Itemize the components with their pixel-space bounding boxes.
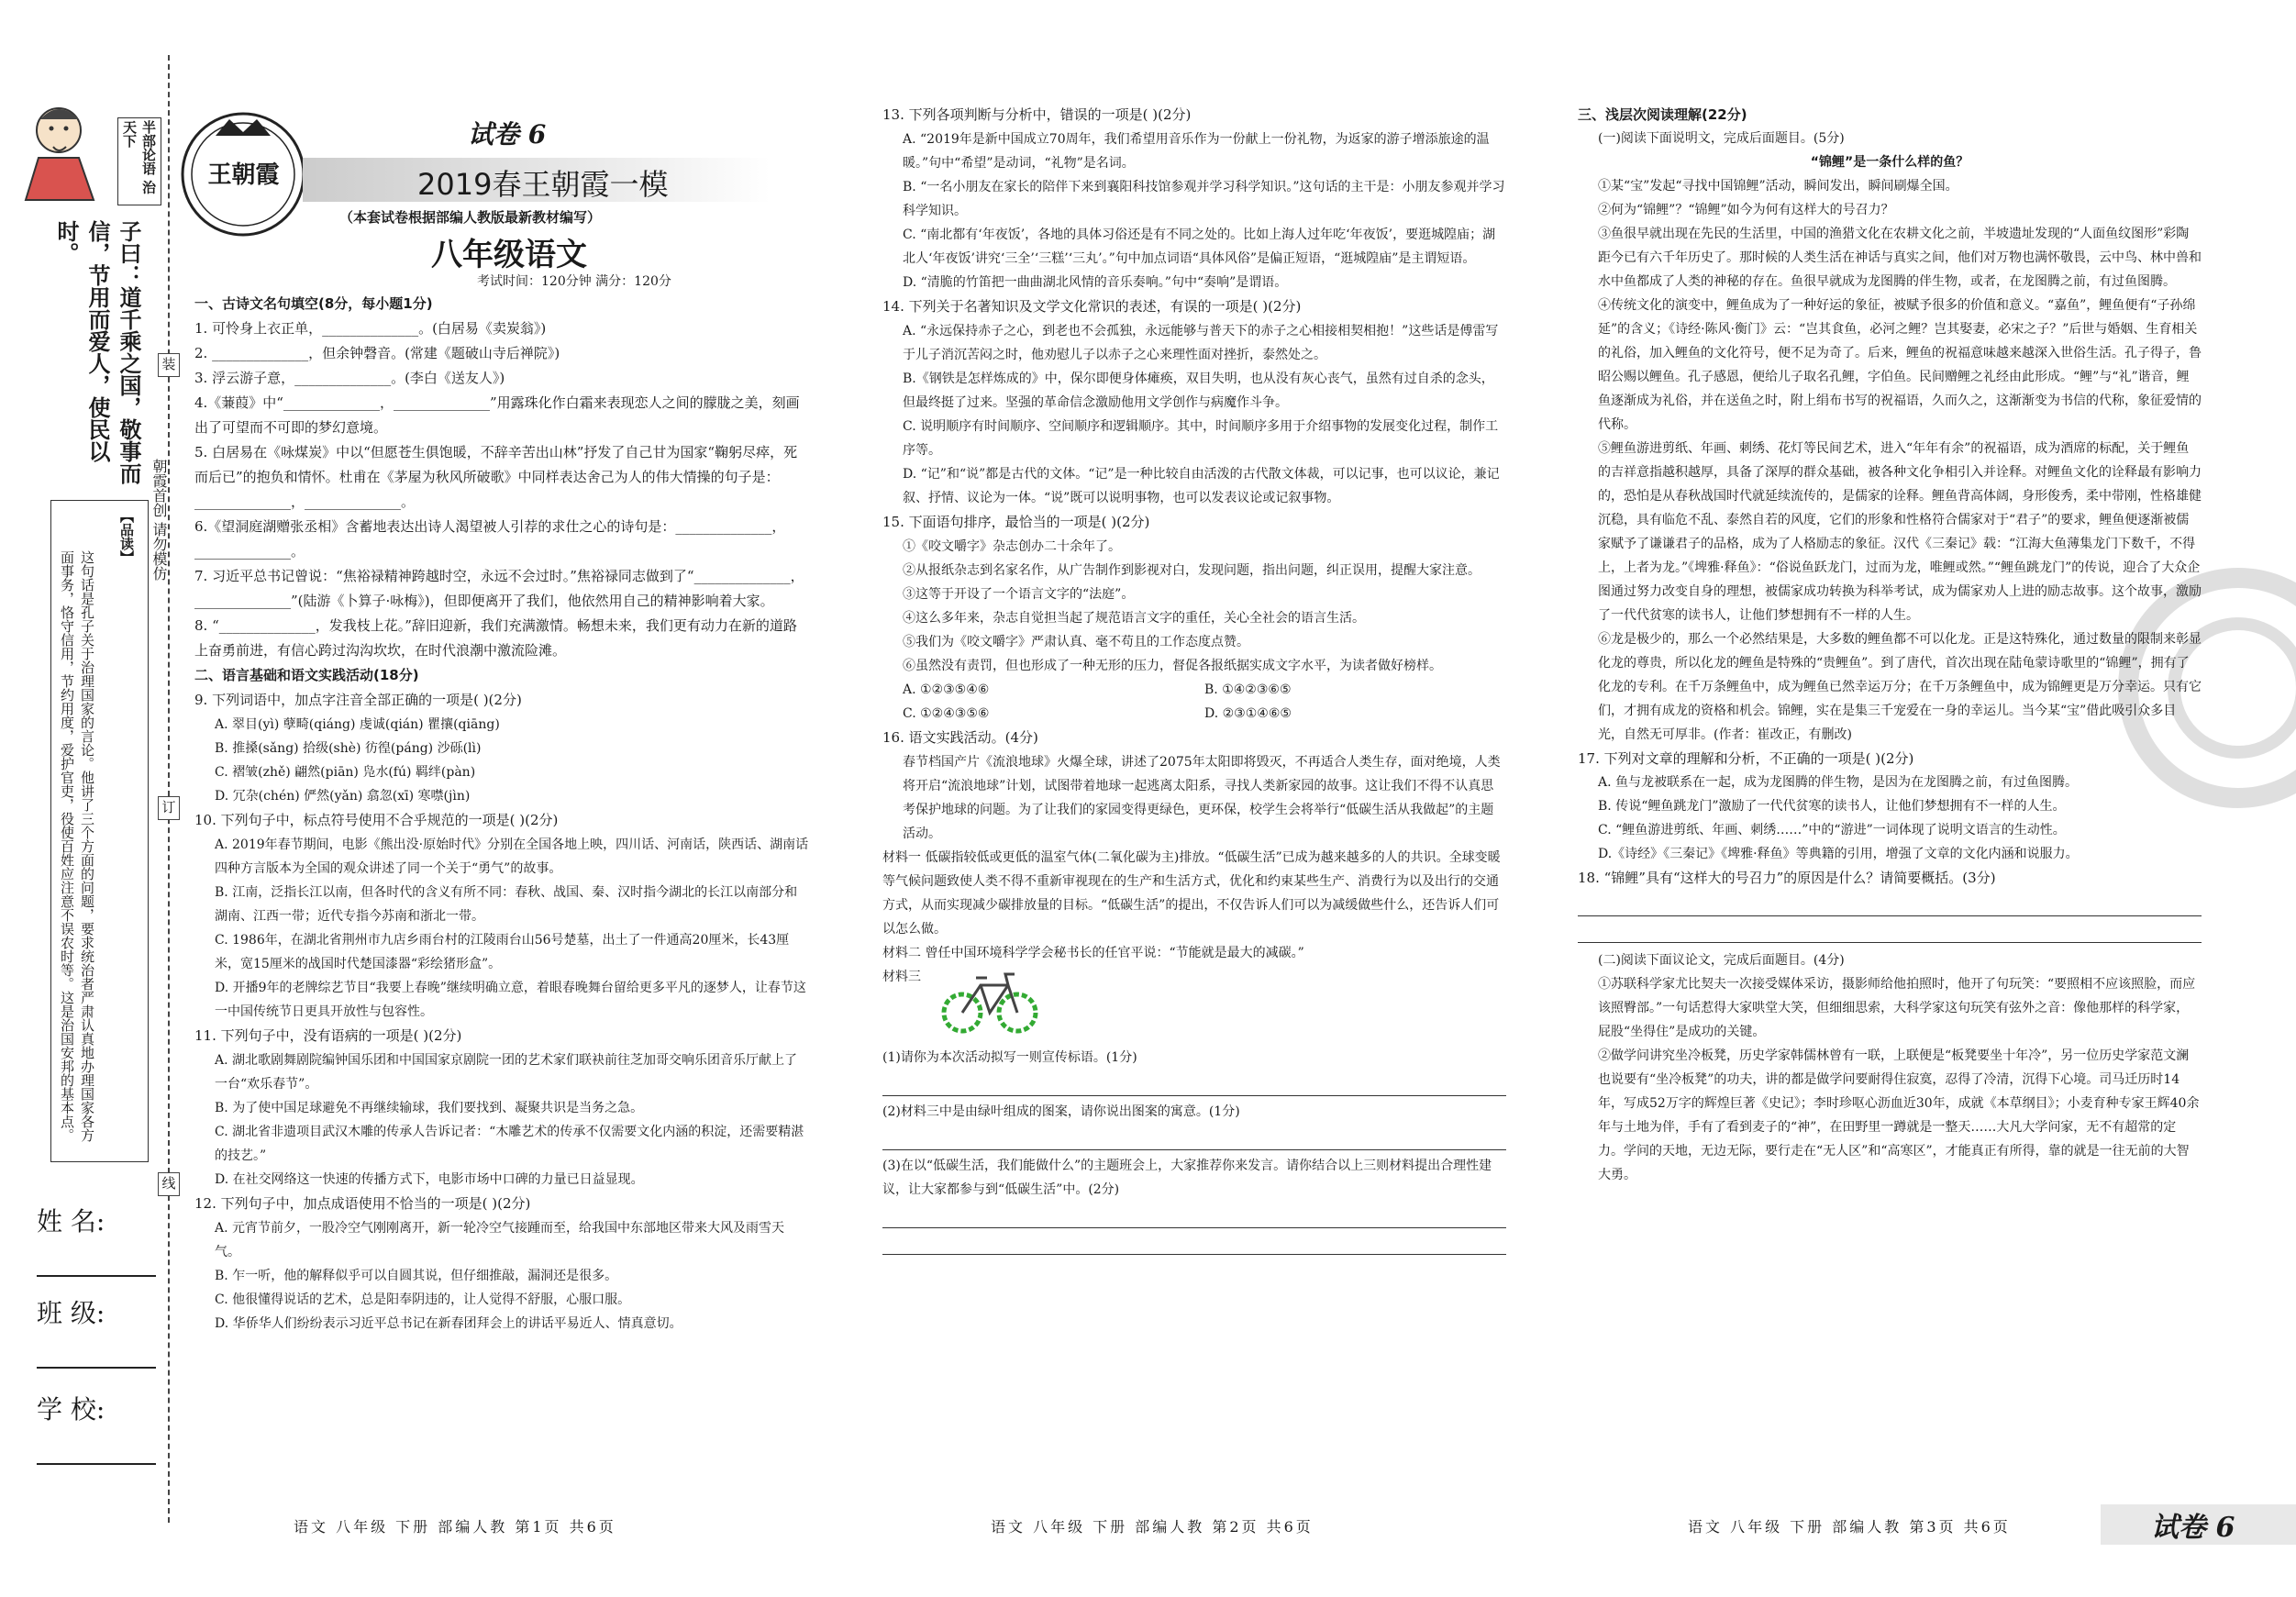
bicycle-leaf-icon (939, 965, 1040, 1038)
corner-tag: 试卷 6 (2151, 1512, 2235, 1544)
pinduo-text: 这句话是孔子关于治理国家的言论。他讲了三个方面的问题，要求统治者严肃认真地办理国家各方面事务，恪守信用，节约用度，爱护官吏，役使百姓应注意不误农时等。这是治国安邦的基本点。 (59, 550, 95, 1142)
answer-line-3[interactable] (882, 1202, 1506, 1228)
question-2: 2. ______________，但余钟磬音。(常建《题破山寺后禅院》) (194, 345, 560, 361)
question-12: 12. 下列句子中，加点成语使用不恰当的一项是( )(2分) (194, 1195, 531, 1212)
school-field[interactable] (37, 1463, 156, 1465)
paper-tag: 试卷 6 (468, 119, 547, 150)
q10-option-b: B. 江南，泛指长江以南，但各时代的含义有所不同：春秋、战国、秦、汉时指今湖北的长江以南部分和湖南、江西一带；近代专指今苏南和浙北一带。 (215, 885, 798, 924)
article-para-6: ⑥龙是极少的，那么一个必然结果是，大多数的鲤鱼都不可以化龙。正是这特殊化，通过数量的限制来彰显化龙的尊贵，所以化龙的鲤鱼是特殊的“贵鲤鱼”。到了唐代，首次出现在陆龟蒙诗歌里的“锦鲤”，拥有了化龙的专利。在千万条鲤鱼中，成为鲤鱼已然幸运万分；在千万条鲤鱼中，成为锦鲤更是万分幸运。只有它们，才拥有成龙的资格和机会。锦鲤，实在是集三千宠爱在一身的幸运儿。当今某“宝”借此吸引众多目光，自然无可厚非。(作者：崔改正，有删改) (1598, 632, 2202, 742)
class-field[interactable] (37, 1367, 156, 1369)
seal-mark-1: 装 (158, 353, 180, 377)
material-3: 材料三 (882, 970, 921, 984)
q11-option-d: D. 在社交网络这一快速的传播方式下，电影市场中口碑的力量已日益显现。 (215, 1172, 644, 1187)
footer-page-1: 语文 八年级 下册 部编人教 第1页 共6页 (294, 1518, 616, 1536)
q15-item-2: ②从报纸杂志到名家名作，从广告制作到影视对白，发现问题，指出问题，纠正误用，提醒大家注意。 (903, 563, 1481, 578)
q18-answer-line-1[interactable] (1578, 890, 2202, 916)
confucius-portrait (13, 101, 118, 202)
section2-heading: 二、语言基础和语文实践活动(18分) (194, 667, 419, 683)
reading-part-1: (一)阅读下面说明文，完成后面题目。(5分) (1598, 131, 1845, 146)
q13-option-a: A. “2019年是新中国成立70周年，我们希望用音乐作为一份献上一份礼物，为返家的游子增添旅途的温暖。”句中“希望”是动词，“礼物”是名词。 (903, 132, 1490, 171)
page2-column (882, 103, 1506, 1255)
q12-option-a: A. 元宵节前夕，一股冷空气刚刚离开，新一轮冷空气接踵而至，给我国中东部地区带来大风及雨雪天气。 (215, 1221, 785, 1259)
q17-option-a: A. 鱼与龙被联系在一起，成为龙图腾的伴生物，是因为在龙图腾之前，有过鱼图腾。 (1598, 775, 2079, 790)
subject-title: 八年级语文 (431, 237, 587, 273)
answer-line-1[interactable] (882, 1070, 1506, 1096)
q9-option-a: A. 翠目(yì) 孽畸(qiáng) 虔诚(qián) 瞿攘(qiāng) (215, 717, 500, 732)
question-9: 9. 下列词语中，加点字注音全部正确的一项是( )(2分) (194, 692, 522, 708)
seal-mark-3: 线 (158, 1172, 180, 1196)
question-3: 3. 浮云游子意，______________。(李白《送友人》) (194, 370, 505, 386)
q12-option-d: D. 华侨华人们纷纷表示习近平总书记在新春团拜会上的讲话平易近人、情真意切。 (215, 1316, 682, 1331)
q11-option-a: A. 湖北歌剧舞剧院编钟国乐团和中国国家京剧院一团的艺术家们联袂前往芝加哥交响乐团音乐厅献上了一台“欢乐春节”。 (215, 1053, 798, 1092)
page3-column (1578, 103, 2202, 1187)
footer-page-2: 语文 八年级 下册 部编人教 第2页 共6页 (991, 1518, 1314, 1536)
question-7: 7. 习近平总书记曾说：“焦裕禄精神跨越时空，永远不会过时。”焦裕禄同志做到了“______________，______________”(陆游《卜算子·咏梅》)，但即便离开了我们，他依然用自己的精神影响着大家。 (194, 568, 804, 609)
quote-tag: 半部论语 治天下 (117, 117, 161, 205)
time-info: 考试时间：120分钟 满分：120分 (477, 274, 671, 289)
q11-option-c: C. 湖北省非遗项目武汉木雕的传承人告诉记者：“木雕艺术的传承不仅需要文化内涵的积淀，还需要精湛的技艺。” (215, 1125, 804, 1163)
pinduo-label: 【品读】 (118, 509, 135, 564)
q15-option-a: A. ①②③⑤④⑥ (903, 682, 990, 697)
sub-question-2: (2)材料三中是由绿叶组成的图案，请你说出图案的寓意。(1分) (882, 1104, 1240, 1119)
question-10: 10. 下列句子中，标点符号使用不合乎规范的一项是( )(2分) (194, 812, 559, 828)
q12-option-c: C. 他很懂得说话的艺术，总是阳奉阴违的，让人觉得不舒服，心服口服。 (215, 1292, 631, 1307)
question-5: 5. 白居易在《咏煤炭》中以“但愿苍生俱饱暖，不辞辛苦出山林”抒发了自己甘为国家“鞠躬尽瘁，死而后已”的抱负和情怀。杜甫在《茅屋为秋风所破歌》中同样表达舍己为人的伟大情操的句子是：______________，______________。 (194, 444, 798, 510)
q15-option-d: D. ②③①④⑥⑤ (1204, 706, 1292, 721)
question-18: 18. “锦鲤”具有“这样大的号召力”的原因是什么？请简要概括。(3分) (1578, 870, 1996, 886)
question-15: 15. 下面语句排序，最恰当的一项是( )(2分) (882, 514, 1150, 530)
material-3-row (882, 965, 1506, 1046)
article-para-4: ④传统文化的演变中，鲤鱼成为了一种好运的象征，被赋予很多的价值和意义。“嘉鱼”，鲤鱼便有“子孙绵延”的含义；《诗经·陈风·衡门》云：“岂其食鱼，必河之鲤？岂其娶妻，必宋之子？”后世与婚姻、生育相关的礼俗，加入鲤鱼的文化符号，便不足为奇了。后来，鲤鱼的祝福意味越来越深入世俗生活。孔子得子，鲁昭公赐以鲤鱼。孔子感恩，便给儿子取名孔鲤，字伯鱼。民间赠鲤之礼经由此形成。“鲤”与“礼”谐音，鲤鱼逐渐成为礼俗，并在送鱼之时，附上绢布书写的祝福语，久而久之，这渐渐变为书信的代称，象征爱情的代称。 (1598, 298, 2202, 432)
logo-text: 王朝霞 (207, 161, 280, 189)
q17-option-d: D.《诗经》《三秦记》《埤雅·释鱼》等典籍的引用，增强了文章的文化内涵和说服力。 (1598, 847, 2079, 861)
page-title: 2019春王朝霞一模 (417, 167, 669, 202)
answer-line-4[interactable] (882, 1228, 1506, 1255)
essay-para-1: ①苏联科学家尤比契夫一次接受媒体采访，摄影师给他拍照时，他开了句玩笑：“要照相不应该照脸，而应该照臀部。”一句话惹得大家哄堂大笑，但细细思索，大科学家这句玩笑有弦外之音：像他那样的科学家，屁股“坐得住”是成功的关键。 (1598, 977, 2196, 1039)
binding-line (168, 55, 170, 1523)
question-14: 14. 下列关于名著知识及文学文化常识的表述，有误的一项是( )(2分) (882, 298, 1302, 315)
q15-option-c: C. ①②④③⑤⑥ (903, 706, 990, 721)
q15-item-6: ⑥虽然没有责罚，但也形成了一种无形的压力，督促各报纸据实成文字水平，为读者做好榜样。 (903, 659, 1442, 673)
question-4: 4.《蒹葭》中“______________，______________”用露珠化作白霜来表现恋人之间的朦胧之美，刻画出了可望而不可即的梦幻意境。 (194, 394, 800, 436)
q15-item-5: ⑤我们为《咬文嚼字》严肃认真、毫不苟且的工作态度点赞。 (903, 635, 1249, 649)
q9-option-c: C. 褶皱(zhě) 翩然(piān) 凫水(fú) 羁绊(pàn) (215, 765, 476, 780)
q15-item-3: ③这等于开设了一个语言文字的“法庭”。 (903, 587, 1135, 602)
question-6: 6.《望洞庭湖赠张丞相》含蓄地表达出诗人渴望被人引荐的求仕之心的诗句是：______________，______________。 (194, 518, 786, 560)
q11-option-b: B. 为了使中国足球避免不再继续输球，我们要找到、凝聚共识是当务之急。 (215, 1101, 644, 1115)
sub-question-3: (3)在以“低碳生活，我们能做什么”的主题班会上，大家推荐你来发言。请你结合以上三则材料提出合理性建议，让大家都参与到“低碳生活”中。(2分) (882, 1159, 1492, 1197)
q15-options (882, 678, 1506, 726)
q17-option-b: B. 传说“鲤鱼跳龙门”激励了一代代贫寒的读书人，让他们梦想拥有不一样的人生。 (1598, 799, 2066, 814)
q14-option-a: A. “永远保持赤子之心，到老也不会孤独，永远能够与普天下的赤子之心相接相契相抱！”这些话是傅雷写于儿子消沉苦闷之时，他劝慰儿子以赤子之心来理性面对挫折，泰然处之。 (903, 324, 1499, 362)
class-label: 班 级: (37, 1298, 105, 1328)
q9-option-b: B. 推搡(sǎng) 拾级(shè) 彷徨(páng) 沙砾(lì) (215, 741, 482, 756)
binding-sidebar (0, 0, 176, 1597)
question-1: 1. 可怜身上衣正单，______________。(白居易《卖炭翁》) (194, 320, 547, 337)
question-17: 17. 下列对文章的理解和分析，不正确的一项是( )(2分) (1578, 750, 1914, 767)
q10-option-a: A. 2019年春节期间，电影《熊出没·原始时代》分别在全国各地上映，四川话、河南话，陕西话、湖南话四种方言版本为全国的观众讲述了同一个关于“勇气”的故事。 (215, 837, 809, 876)
article-para-3: ③鱼很早就出现在先民的生活里，中国的渔猎文化在农耕文化之前，半坡遗址发现的“人面鱼纹图形”彩陶距今已有六千年历史了。那时候的人类生活在神话与真实之间，他们对万物也满怀敬畏，云中鸟、林中兽和水中鱼都成了人类的神秘的存在。鱼很早就成为龙图腾的伴生物，或者，在龙图腾之前，有过鱼图腾。 (1598, 227, 2202, 289)
q9-option-d: D. 冗杂(chén) 俨然(yǎn) 翕忽(xī) 寒噤(jìn) (215, 789, 471, 804)
q10-option-c: C. 1986年，在湖北省荆州市九店乡雨台村的江陵雨台山56号楚墓，出土了一件通高20厘米，长43厘米，宽15厘米的战国时代楚国漆器“彩绘猪形盒”。 (215, 933, 790, 971)
q15-item-4: ④这么多年来，杂志自觉担当起了规范语言文字的重任，关心全社会的语言生活。 (903, 611, 1365, 626)
q15-option-b: B. ①④②③⑥⑤ (1204, 682, 1292, 697)
school-label: 学 校: (37, 1394, 105, 1425)
material-1: 材料一 低碳指较低或更低的温室气体(二氧化碳为主)排放。“低碳生活”已成为越来越多的人的共识。全球变暖等气候问题致使人类不得不重新审视现在的生产和生活方式，优化和约束某些生产、消费行为以及出行的交通方式，从而实现减少碳排放量的目标。“低碳生活”的提出，不仅告诉人们可以为减缓做些什么，还告诉人们可以怎么做。 (882, 850, 1501, 937)
page1-column (194, 292, 809, 1336)
q17-option-c: C. “鲤鱼游进剪纸、年画、刺绣……”中的“游进”一词体现了说明文语言的生动性。 (1598, 823, 2066, 837)
q15-item-1: ①《咬文嚼字》杂志创办二十余年了。 (903, 539, 1121, 554)
q18-answer-line-2[interactable] (1578, 916, 2202, 943)
question-13: 13. 下列各项判断与分析中，错误的一项是( )(2分) (882, 106, 1192, 123)
q14-option-b: B.《钢铁是怎样炼成的》中，保尔即便身体瘫痪，双目失明，也从没有灰心丧气，虽然有过自杀的念头，但最终挺了过来。坚强的革命信念激励他用文学创作与病魔作斗争。 (903, 372, 1494, 410)
q12-option-b: B. 乍一听，他的解释似乎可以自圆其说，但仔细推敲，漏洞还是很多。 (215, 1269, 618, 1283)
section3-heading: 三、浅层次阅读理解(22分) (1578, 106, 1747, 123)
q10-option-d: D. 开播9年的老牌综艺节目“我要上春晚”继续明确立意，着眼春晚舞台留给更多平凡的逐梦人，让春节这一中国传统节日更具开放性与包容性。 (215, 981, 806, 1019)
section1-heading: 一、古诗文名句填空(8分，每小题1分) (194, 295, 433, 312)
reading-part-2: (二)阅读下面议论文，完成后面题目。(4分) (1598, 953, 1845, 968)
name-field[interactable] (37, 1275, 156, 1277)
article-para-5: ⑤鲤鱼游进剪纸、年画、刺绣、花灯等民间艺术，进入“年年有余”的祝福语，成为酒席的标配，关于鲤鱼的吉祥意指越积越厚，具备了深厚的群众基础，被各种文化争相引入并诠释。对鲤鱼文化的诠释最有影响力的，恐怕是从春秋战国时代就延续流传的，是儒家的诠释。鲤鱼背高体阔，身形俊秀，柔中带刚，性格雄健沉稳，具有临危不乱、泰然自若的风度，它们的形象和性格符合儒家对于“君子”的要求，鲤鱼便逐渐被儒家赋予了谦谦君子的品格，成为了人格励志的象征。汉代《三秦记》载：“江海大鱼薄集龙门下数千，不得上，上者为龙。”《埤雅·释鱼》：“俗说鱼跃龙门，过而为龙，唯鲤或然。”“鲤鱼跳龙门”的传说，迎合了大众企图通过努力改变自身的理想，被儒家成功转换为科举考试，成为儒家劝人上进的励志故事。这个故事，激励了一代代贫寒的读书人，让他们梦想拥有不一样的人生。 (1598, 441, 2202, 623)
question-11: 11. 下列句子中，没有语病的一项是( )(2分) (194, 1027, 462, 1044)
question-8: 8. “______________，发我枝上花。”辞旧迎新，我们充满激情。畅想未来，我们更有动力在新的道路上奋勇前进，有信心跨过沟沟坎坎，在时代浪潮中激流险滩。 (194, 617, 797, 659)
essay-para-2: ②做学问讲究坐冷板凳，历史学家韩儒林曾有一联，上联便是“板凳要坐十年冷”，另一位历史学家范文澜也说要有“坐冷板凳”的功夫，讲的都是做学问要耐得住寂寞，忍得了冷清，沉得下心境。司马迁历时14年，写成52万字的辉煌巨著《史记》；李时珍呕心沥血近30年，成就《本草纲目》；小麦育种专家王辉40余年与土地为伴，手有了看到麦子的“神”，在田野里一蹲就是一整天……大凡大学问家，无不有超常的定力。学问的天地，无边无际，要行走在“无人区”和“高寒区”，才能真正有所得，靠的就是一往无前的大智大勇。 (1598, 1048, 2200, 1182)
q13-option-d: D. “清脆的竹笛把一曲曲湖北风情的音乐奏响。”句中“奏响”是谓语。 (903, 275, 1288, 290)
article-para-2: ②何为“锦鲤”？“锦鲤”如今为何有这样大的号召力？ (1598, 203, 1894, 217)
answer-line-2[interactable] (882, 1124, 1506, 1150)
seal-mark-2: 订 (158, 796, 180, 820)
q14-option-d: D. “记”和“说”都是古代的文体。“记”是一种比较自由活泼的古代散文体裁，可以记事，也可以议论，兼记叙、抒情、议论为一体。“说”既可以说明事物，也可以发表议论或记叙事物。 (903, 467, 1500, 505)
sub-question-1: (1)请你为本次活动拟写一则宣传标语。(1分) (882, 1050, 1137, 1065)
question-16: 16. 语文实践活动。(4分) (882, 729, 1038, 746)
q13-option-c: C. “南北都有‘年夜饭’，各地的具体习俗还是有不同之处的。比如上海人过年吃‘年夜饭’，要逛城隍庙；湖北人‘年夜饭’讲究‘三全’‘三糕’‘三丸’。”句中加点词语“具体风俗”是偏正短语，“逛城隍庙”是主谓短语。 (903, 227, 1496, 266)
footer-page-3: 语文 八年级 下册 部编人教 第3页 共6页 (1688, 1518, 2011, 1536)
subtitle: （本套试卷根据部编人教版最新教材编写） (339, 209, 602, 226)
motto: 朝霞首创 请勿模仿 (150, 459, 168, 582)
q14-option-c: C. 说明顺序有时间顺序、空间顺序和逻辑顺序。其中，时间顺序多用于介绍事物的发展变化过程，制作工序等。 (903, 419, 1499, 458)
q16-intro: 春节档国产片《流浪地球》火爆全球，讲述了2075年太阳即将毁灭，不再适合人类生存，面对绝境，人类将开启“流浪地球”计划，试图带着地球一起逃离太阳系，寻找人类新家园的故事。这让我们不得不认真思考保护地球的问题。为了让我们的家园变得更绿色，更环保，校学生会将举行“低碳生活从我做起”的主题活动。 (903, 755, 1501, 841)
name-label: 姓 名: (37, 1206, 105, 1237)
material-2: 材料二 曾任中国环境科学学会秘书长的任官平说：“节能就是最大的减碳。” (882, 946, 1304, 960)
q13-option-b: B. “一名小朋友在家长的陪伴下来到襄阳科技馆参观并学习科学知识。”这句话的主干是：小朋友参观并学习科学知识。 (903, 180, 1505, 218)
article-para-1: ①某“宝”发起“寻找中国锦鲤”活动，瞬间发出，瞬间刷爆全国。 (1598, 179, 1958, 194)
analects-quote: 子曰：道千乘之国，敬事而信，节用而爱人，使民以时。 (53, 220, 141, 484)
article-title: “锦鲤”是一条什么样的鱼？ (1810, 155, 1969, 170)
